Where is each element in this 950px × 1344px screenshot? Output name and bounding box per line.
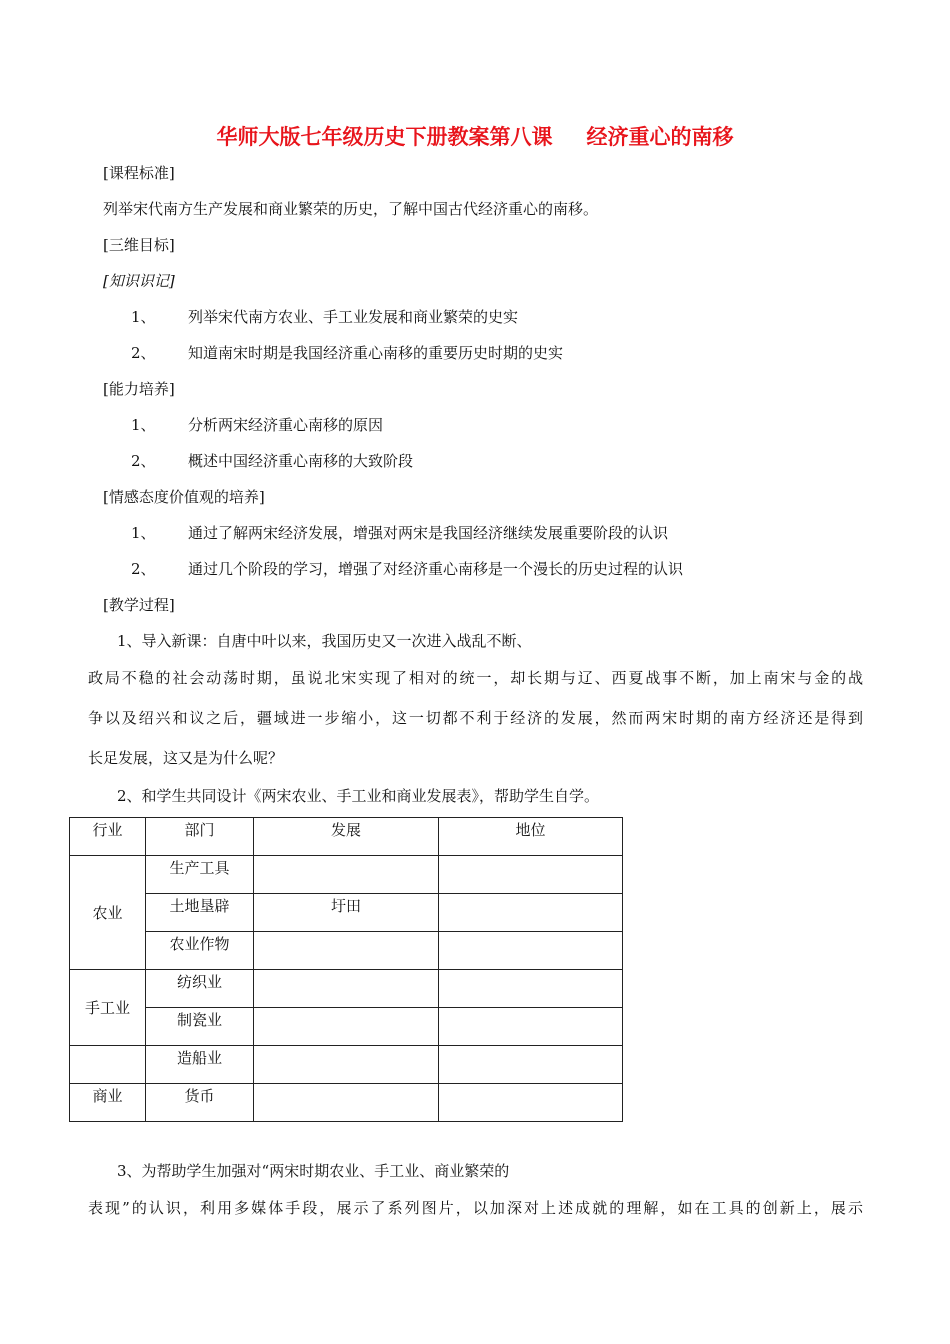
dept-cell: 制瓷业	[146, 1008, 254, 1046]
knowledge-item: 1、 列举宋代南方农业、手工业发展和商业繁荣的史实	[131, 308, 519, 326]
table-row	[70, 1008, 623, 1046]
emotion-item: 2、 通过几个阶段的学习，增强了对经济重心南移是一个漫长的历史过程的认识	[131, 560, 684, 578]
industry-cell-commerce: 商业	[70, 1084, 146, 1122]
dept-cell: 生产工具	[146, 856, 254, 894]
process-step1-first-line: 1、导入新课：自唐中叶以来，我国历史又一次进入战乱不断、	[117, 632, 532, 650]
dept-cell: 货币	[146, 1084, 254, 1122]
development-table	[69, 817, 623, 1122]
table-header: 行业	[70, 818, 146, 856]
heading-knowledge: [知识识记]	[103, 272, 175, 290]
page-title	[0, 124, 950, 150]
process-step3-line2: 表现”的认识，利用多媒体手段，展示了系列图片，以加深对上述成就的理解，如在工具的创新上，展示	[88, 1199, 863, 1217]
heading-three-dimension-goals: [三维目标]	[103, 236, 175, 254]
heading-ability: [能力培养]	[103, 380, 175, 398]
development-cell	[254, 932, 439, 970]
ability-item: 2、 概述中国经济重心南移的大致阶段	[131, 452, 414, 470]
development-cell: 圩田	[254, 894, 439, 932]
heading-teaching-process: [教学过程]	[103, 596, 175, 614]
status-cell	[439, 932, 623, 970]
status-cell	[439, 856, 623, 894]
industry-cell-empty	[70, 1046, 146, 1084]
status-cell	[439, 894, 623, 932]
table-header-row	[70, 818, 623, 856]
table-header: 地位	[439, 818, 623, 856]
knowledge-item: 2、 知道南宋时期是我国经济重心南移的重要历史时期的史实	[131, 344, 564, 362]
dept-cell: 造船业	[146, 1046, 254, 1084]
title-topic: 经济重心的南移	[586, 125, 734, 149]
dept-cell: 土地垦辟	[146, 894, 254, 932]
development-cell	[254, 970, 439, 1008]
status-cell	[439, 1046, 623, 1084]
development-cell	[254, 1084, 439, 1122]
status-cell	[439, 970, 623, 1008]
industry-cell-agriculture: 农业	[70, 856, 146, 970]
development-cell	[254, 1008, 439, 1046]
table-row	[70, 1084, 623, 1122]
process-step2: 2、和学生共同设计《两宋农业、手工业和商业发展表》，帮助学生自学。	[117, 787, 600, 805]
heading-emotion: [情感态度价值观的培养]	[103, 488, 265, 506]
table-row	[70, 1046, 623, 1084]
dept-cell: 纺织业	[146, 970, 254, 1008]
status-cell	[439, 1084, 623, 1122]
table-header: 部门	[146, 818, 254, 856]
table-header: 发展	[254, 818, 439, 856]
heading-curriculum-standard: [课程标准]	[103, 164, 175, 182]
title-lesson: 华师大版七年级历史下册教案第八课	[216, 125, 553, 149]
table-row	[70, 894, 623, 932]
ability-item: 1、 分析两宋经济重心南移的原因	[131, 416, 384, 434]
development-cell	[254, 1046, 439, 1084]
development-cell	[254, 856, 439, 894]
dept-cell: 农业作物	[146, 932, 254, 970]
process-step1-line4: 长足发展，这又是为什么呢？	[88, 749, 284, 767]
process-step1-line2: 政局不稳的社会动荡时期，虽说北宋实现了相对的统一，却长期与辽、西夏战事不断，加上南宋与金的战	[88, 669, 863, 687]
process-step3-first-line: 3、为帮助学生加强对“两宋时期农业、手工业、商业繁荣的	[117, 1162, 510, 1180]
table-row	[70, 970, 623, 1008]
curriculum-standard-text: 列举宋代南方生产发展和商业繁荣的历史，了解中国古代经济重心的南移。	[103, 200, 599, 218]
process-step1-line3: 争以及绍兴和议之后，疆域进一步缩小，这一切都不利于经济的发展，然而两宋时期的南方经济还是得到	[88, 709, 863, 727]
industry-cell-handicraft: 手工业	[70, 970, 146, 1046]
table-row	[70, 932, 623, 970]
table-row	[70, 856, 623, 894]
status-cell	[439, 1008, 623, 1046]
emotion-item: 1、 通过了解两宋经济发展，增强对两宋是我国经济继续发展重要阶段的认识	[131, 524, 669, 542]
